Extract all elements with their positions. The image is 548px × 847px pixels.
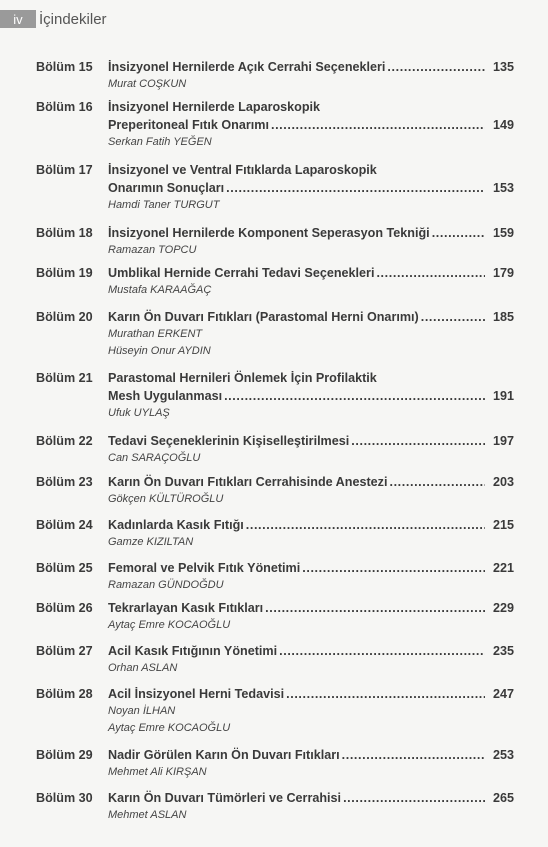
entry-body [108,685,514,737]
page-ref[interactable]: 265 [492,791,514,805]
chapter-title: İnsizyonel ve Ventral Fıtıklarda Laparoskopik [108,163,377,177]
toc-entry[interactable] [36,224,514,259]
chapter-title: Acil İnsizyonel Herni Tedavisi [108,687,285,701]
dot-leader [389,473,485,491]
chapter-title-line [108,473,514,491]
dot-leader [351,432,485,450]
author-name: Mehmet Ali KIRŞAN [108,766,207,778]
author-name: Ramazan TOPCU [108,244,197,256]
entry-body [108,161,514,214]
chapter-title-line [108,642,514,660]
chapter-title-line [108,599,514,617]
chapter-number: Bölüm 15 [36,60,93,74]
chapter-number: Bölüm 18 [36,226,93,240]
chapter-title: Umblikal Hernide Cerrahi Tedavi Seçenekleri [108,266,375,280]
page-ref[interactable]: 235 [492,644,514,658]
chapter-title-line [108,264,514,282]
toc-entry[interactable] [36,559,514,594]
toc-entry[interactable] [36,789,514,824]
entry-body [108,473,514,508]
author-name: Orhan ASLAN [108,662,178,674]
chapter-title-line [108,432,514,450]
chapter-title: Nadir Görülen Karın Ön Duvarı Fıtıkları [108,748,340,762]
toc-entry[interactable] [36,308,514,360]
page-ref[interactable]: 159 [492,226,514,240]
page-ref[interactable]: 247 [492,687,514,701]
page-ref[interactable]: 149 [492,118,514,132]
chapter-title-line [108,224,514,242]
entry-body [108,264,514,299]
page-ref[interactable]: 253 [492,748,514,762]
page-ref[interactable]: 229 [492,601,514,615]
author-name: Hamdi Taner TURGUT [108,199,220,211]
chapter-title-line [108,387,514,405]
page-number: iv [0,10,36,28]
chapter-title: Karın Ön Duvarı Tümörleri ve Cerrahisi [108,791,342,805]
dot-leader [246,516,485,534]
chapter-title-line [108,116,514,134]
chapter-title: İnsizyonel Hernilerde Laparoskopik [108,100,321,114]
entry-body [108,642,514,677]
dot-leader [376,264,485,282]
chapter-number: Bölüm 24 [36,518,93,532]
dot-leader [226,179,485,197]
entry-body [108,98,514,151]
chapter-title-line [108,161,514,179]
toc-entry[interactable] [36,685,514,737]
chapter-title: Acil Kasık Fıtığının Yönetimi [108,644,278,658]
page-ref[interactable]: 185 [492,310,514,324]
page-ref[interactable]: 179 [492,266,514,280]
author-name: Gamze KIZILTAN [108,536,194,548]
author-name: Noyan İLHAN [108,705,176,717]
chapter-title: Mesh Uygulanması [108,389,223,403]
toc-entry[interactable] [36,98,514,151]
chapter-number: Bölüm 17 [36,163,93,177]
author-name: Can SARAÇOĞLU [108,452,201,464]
entry-body [108,559,514,594]
toc-entry[interactable] [36,473,514,508]
page-ref[interactable]: 197 [492,434,514,448]
chapter-title: İnsizyonel Hernilerde Açık Cerrahi Seçenekleri [108,60,386,74]
chapter-title-line [108,179,514,197]
page-ref[interactable]: 203 [492,475,514,489]
toc-entry[interactable] [36,58,514,93]
entry-body [108,746,514,781]
chapter-number: Bölüm 29 [36,748,93,762]
author-name: Ufuk UYLAŞ [108,407,170,419]
dot-leader [343,789,485,807]
chapter-number: Bölüm 26 [36,601,93,615]
chapter-title-line [108,559,514,577]
chapter-number: Bölüm 19 [36,266,93,280]
chapter-title: İnsizyonel Hernilerde Komponent Seperasyon Tekniği [108,226,430,240]
chapter-number: Bölüm 22 [36,434,93,448]
toc-entry[interactable] [36,599,514,634]
chapter-title: Karın Ön Duvarı Fıtıkları Cerrahisinde Anestezi [108,475,388,489]
chapter-title: Kadınlarda Kasık Fıtığı [108,518,244,532]
page-ref[interactable]: 135 [492,60,514,74]
dot-leader [265,599,485,617]
chapter-title-line [108,789,514,807]
entry-body [108,58,514,93]
toc-entry[interactable] [36,746,514,781]
page-title: İçindekiler [39,10,107,28]
chapter-number: Bölüm 23 [36,475,93,489]
dot-leader [342,746,485,764]
author-name: Aytaç Emre KOCAOĞLU [108,619,231,631]
dot-leader [271,116,485,134]
entry-body [108,308,514,360]
chapter-number: Bölüm 20 [36,310,93,324]
chapter-title-line [108,369,514,387]
chapter-number: Bölüm 30 [36,791,93,805]
dot-leader [387,58,485,76]
chapter-number: Bölüm 27 [36,644,93,658]
author-name: Ramazan GÜNDOĞDU [108,579,224,591]
chapter-title: Preperitoneal Fıtık Onarımı [108,118,269,132]
page-header [0,10,107,28]
author-name: Hüseyin Onur AYDIN [108,345,211,357]
author-name: Murathan ERKENT [108,328,203,340]
chapter-title: Tekrarlayan Kasık Fıtıkları [108,601,264,615]
chapter-title: Tedavi Seçeneklerinin Kişiselleştirilmesi [108,434,350,448]
chapter-title-line [108,98,514,116]
dot-leader [286,685,485,703]
chapter-title: Femoral ve Pelvik Fıtık Yönetimi [108,561,301,575]
dot-leader [421,308,485,326]
entry-body [108,432,514,467]
entry-body [108,599,514,634]
toc-entry[interactable] [36,642,514,677]
chapter-number: Bölüm 21 [36,371,93,385]
chapter-title: Onarımın Sonuçları [108,181,225,195]
page-ref[interactable]: 215 [492,518,514,532]
author-name: Mustafa KARAAĞAÇ [108,284,212,296]
chapter-title-line [108,685,514,703]
dot-leader [224,387,485,405]
chapter-title-line [108,516,514,534]
chapter-title-line [108,308,514,326]
chapter-number: Bölüm 28 [36,687,93,701]
entry-body [108,224,514,259]
chapter-number: Bölüm 25 [36,561,93,575]
author-name: Serkan Fatih YEĞEN [108,136,212,148]
chapter-title-line [108,746,514,764]
author-name: Murat COŞKUN [108,78,187,90]
chapter-title: Karın Ön Duvarı Fıtıkları (Parastomal Herni Onarımı) [108,310,419,324]
toc-entry[interactable] [36,264,514,299]
author-name: Gökçen KÜLTÜROĞLU [108,493,224,505]
chapter-title-line [108,58,514,76]
toc-entry[interactable] [36,432,514,467]
page-ref[interactable]: 221 [492,561,514,575]
dot-leader [302,559,485,577]
author-name: Mehmet ASLAN [108,809,187,821]
dot-leader [279,642,485,660]
chapter-number: Bölüm 16 [36,100,93,114]
dot-leader [432,224,485,242]
page-ref[interactable]: 153 [492,181,514,195]
toc-entry[interactable] [36,516,514,551]
entry-body [108,516,514,551]
page-ref[interactable]: 191 [492,389,514,403]
toc-entry[interactable] [36,161,514,214]
entry-body [108,789,514,824]
entry-body [108,369,514,422]
toc-entry[interactable] [36,369,514,422]
author-name: Aytaç Emre KOCAOĞLU [108,722,231,734]
chapter-title: Parastomal Hernileri Önlemek İçin Profilaktik [108,371,377,385]
